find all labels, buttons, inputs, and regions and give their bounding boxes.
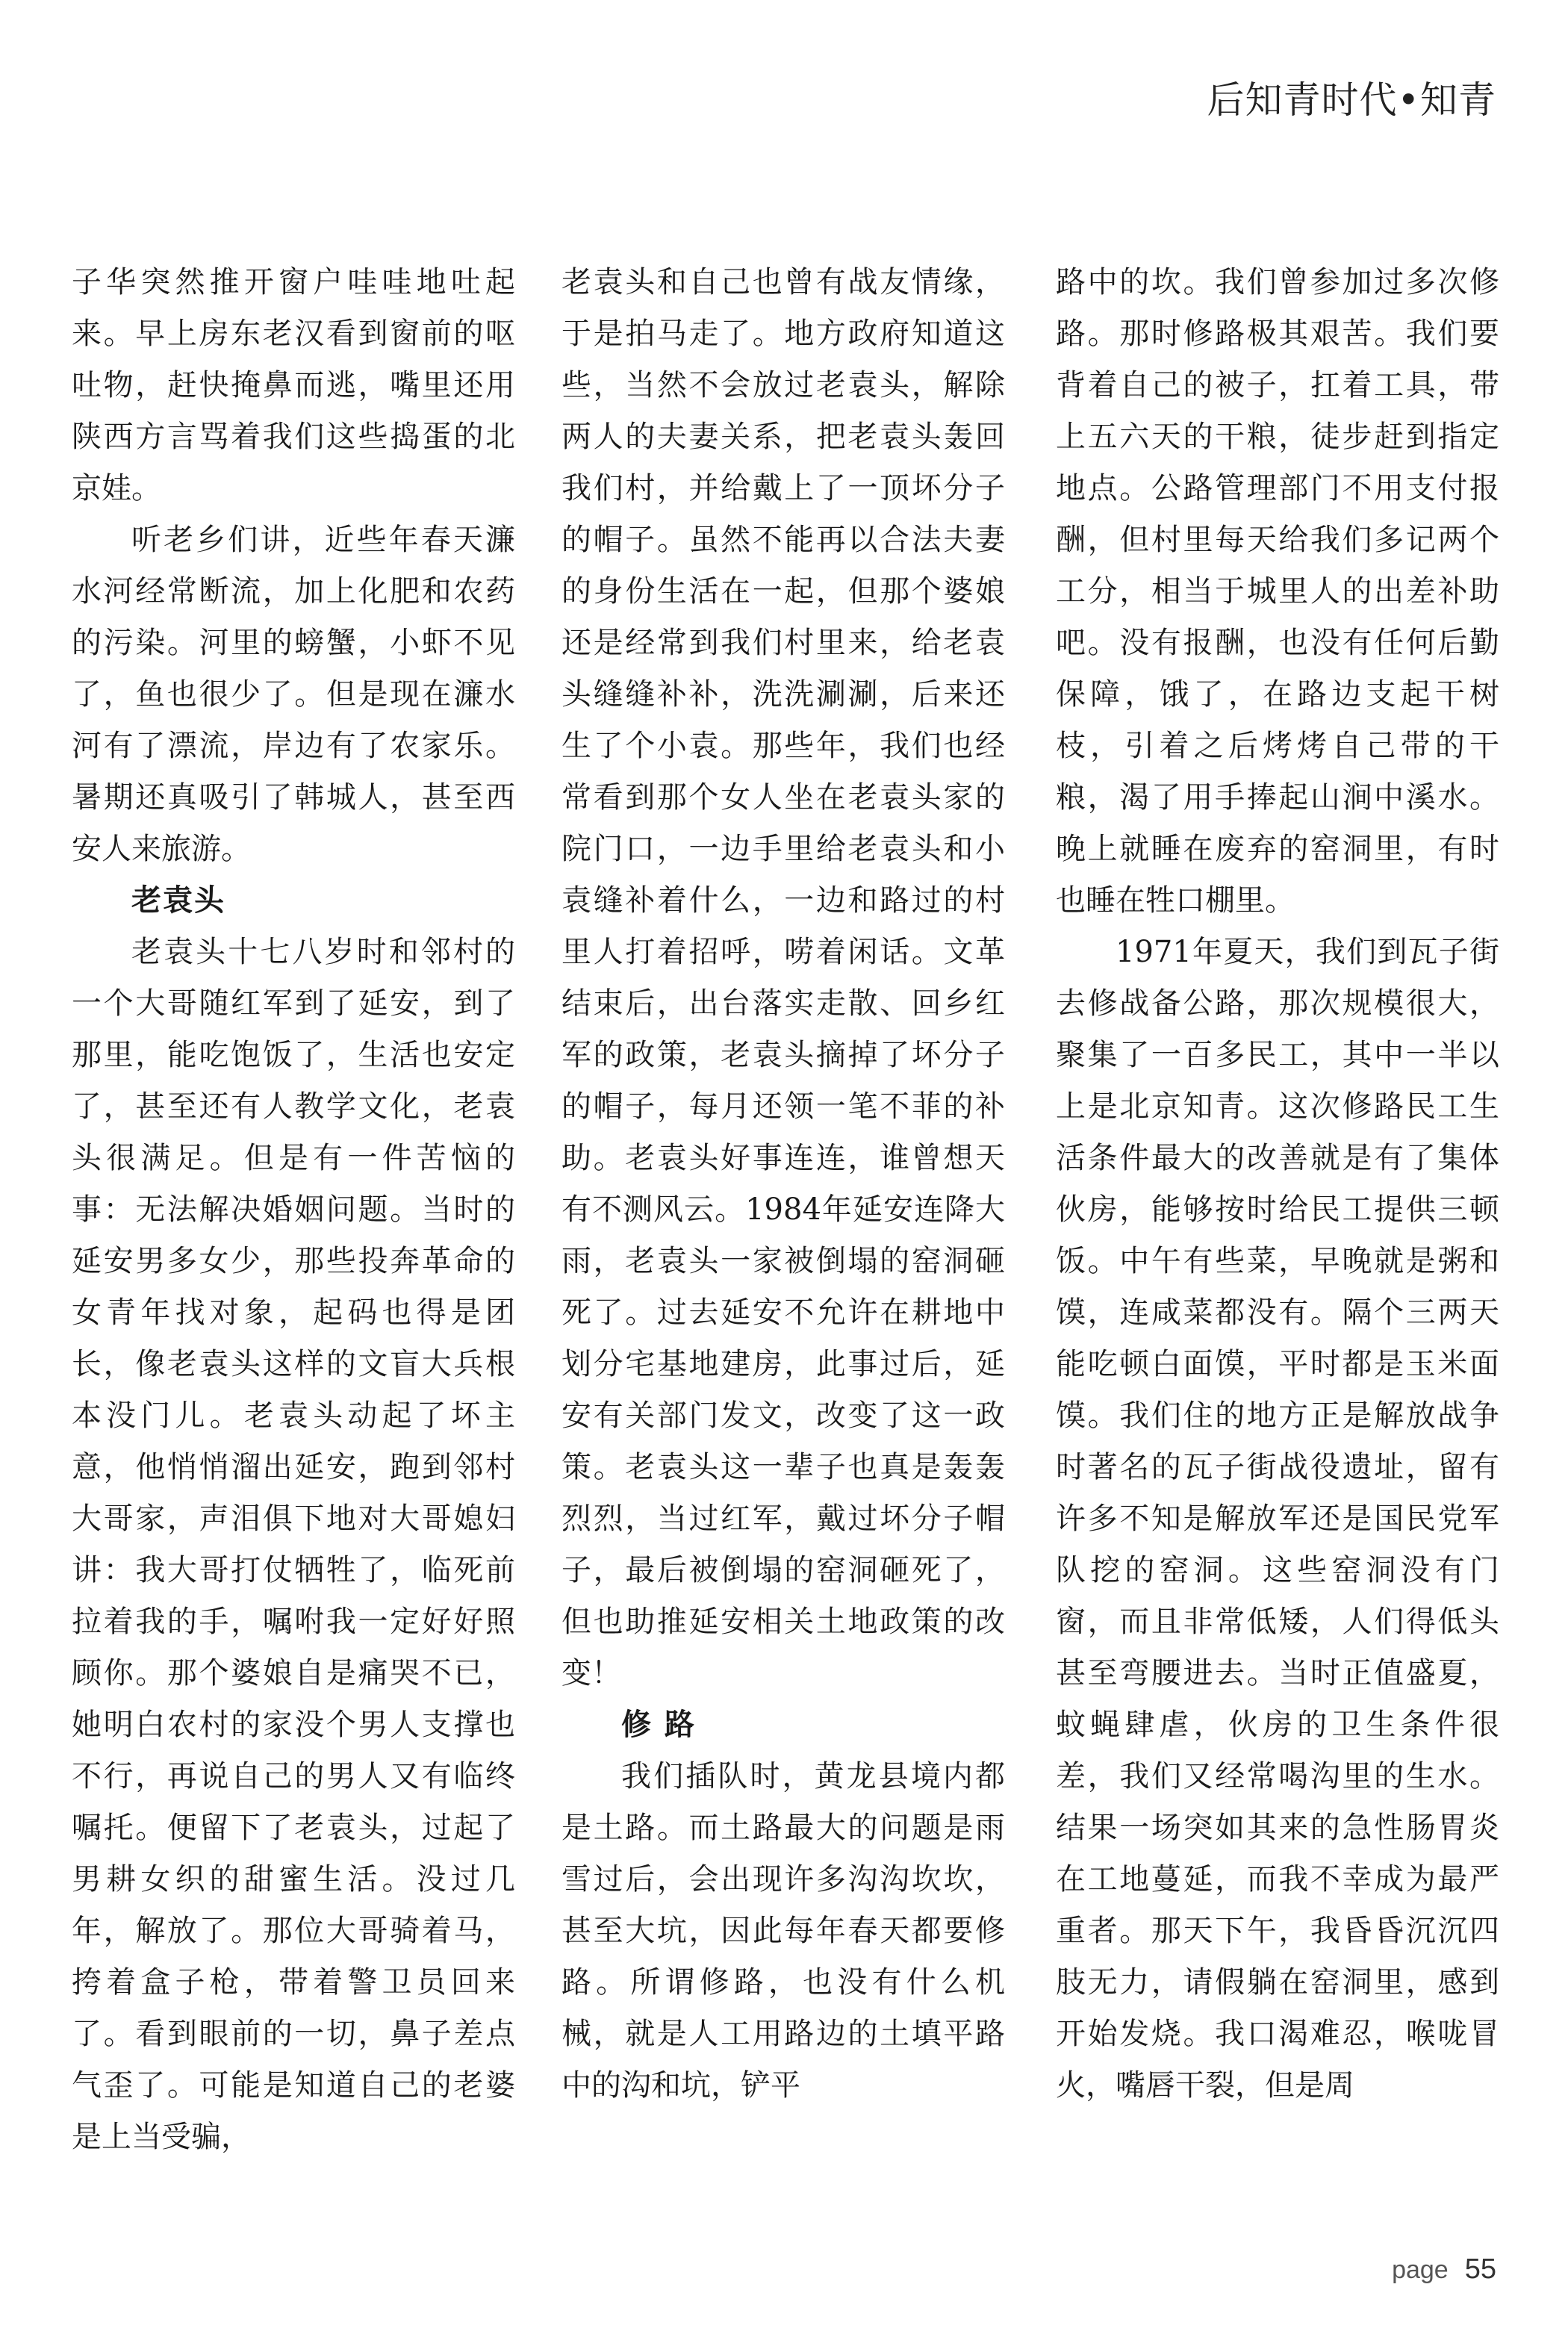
paragraph: 路中的坎。我们曾参加过多次修路。那时修路极其艰苦。我们要背着自己的被子，扛着工具，带上五六天的干粮，徒步赶到指定地点。公路管理部门不用支付报酬，但村里每天给我们多记两个工分，相当于城里人的出差补助吧。没有报酬，也没有任何后勤保障，饿了，在路边支起干树枝，引着之后烤烤自己带的干粮，渴了用手捧起山涧中溪水。晚上就睡在废弃的窑洞里，有时也睡在牲口棚里。 [1056,265,1499,918]
text-column-1 [72,257,515,2206]
section-heading-lao-yuan-tou: 老袁头 [131,883,225,918]
paragraph: 听老乡们讲，近些年春天濂水河经常断流，加上化肥和农药的污染。河里的螃蟹，小虾不见了，鱼也很少了。但是现在濂水河有了漂流，岸边有了农家乐。暑期还真吸引了韩城人，甚至西安人来旅游。 [72,523,515,866]
paragraph: 老袁头和自己也曾有战友情缘，于是拍马走了。地方政府知道这些，当然不会放过老袁头，解除两人的夫妻关系，把老袁头轰回我们村，并给戴上了一顶坏分子的帽子。虽然不能再以合法夫妻的身份生活在一起，但那个婆娘还是经常到我们村里来，给老袁头缝缝补补，洗洗涮涮，后来还生了个小袁。那些年，我们也经常看到那个女人坐在老袁头家的院门口，一边手里给老袁头和小袁缝补着什么，一边和路过的村里人打着招呼，唠着闲话。文革结束后，出台落实走散、回乡红军的政策，老袁头摘掉了坏分子的帽子，每月还领一笔不菲的补助。老袁头好事连连，谁曾想天有不测风云。1984年延安连降大雨，老袁头一家被倒塌的窑洞砸死了。过去延安不允许在耕地中划分宅基地建房，此事过后，延安有关部门发文，改变了这一政策。老袁头这一辈子也真是轰轰烈烈，当过红军，戴过坏分子帽子，最后被倒塌的窑洞砸死了，但也助推延安相关土地政策的改变！ [561,265,1005,1690]
paragraph: 子华突然推开窗户哇哇地吐起来。早上房东老汉看到窗前的呕吐物，赶快掩鼻而逃，嘴里还用陕西方言骂着我们这些捣蛋的北京娃。 [72,265,515,505]
text-column-3 [1056,257,1499,2206]
paragraph: 老袁头十七八岁时和邻村的一个大哥随红军到了延安，到了那里，能吃饱饭了，生活也安定了，甚至还有人教学文化，老袁头很满足。但是有一件苦恼的事：无法解决婚姻问题。当时的延安男多女少，那些投奔革命的女青年找对象，起码也得是团长，像老袁头这样的文盲大兵根本没门儿。老袁头动起了坏主意，他悄悄溜出延安，跑到邻村大哥家，声泪俱下地对大哥媳妇讲：我大哥打仗牺牲了，临死前拉着我的手，嘱咐我一定好好照顾你。那个婆娘自是痛哭不已，她明白农村的家没个男人支撑也不行，再说自己的男人又有临终嘱托。便留下了老袁头，过起了男耕女织的甜蜜生活。没过几年，解放了。那位大哥骑着马，挎着盒子枪，带着警卫员回来了。看到眼前的一切，鼻子差点气歪了。可能是知道自己的老婆是上当受骗， [72,935,515,2154]
text-column-2 [561,257,1005,2206]
paragraph: 我们插队时，黄龙县境内都是土路。而土路最大的问题是雨雪过后，会出现许多沟沟坎坎，甚至大坑，因此每年春天都要修路。所谓修路，也没有什么机械，就是人工用路边的土填平路中的沟和坑，铲平 [561,1759,1005,2103]
page-label: page [1392,2256,1449,2284]
paragraph: 1971年夏天，我们到瓦子街去修战备公路，那次规模很大，聚集了一百多民工，其中一半以上是北京知青。这次修路民工生活条件最大的改善就是有了集体伙房，能够按时给民工提供三顿饭。中午有些菜，早晚就是粥和馍，连咸菜都没有。隔个三两天能吃顿白面馍，平时都是玉米面馍。我们住的地方正是解放战争时著名的瓦子街战役遗址，留有许多不知是解放军还是国民党军队挖的窑洞。这些窑洞没有门窗，而且非常低矮，人们得低头甚至弯腰进去。当时正值盛夏，蚊蝇肆虐，伙房的卫生条件很差，我们又经常喝沟里的生水。结果一场突如其来的急性肠胃炎在工地蔓延，而我不幸成为最严重者。那天下午，我昏昏沉沉四肢无力，请假躺在窑洞里，感到开始发烧。我口渴难忍，喉咙冒火，嘴唇干裂，但是周 [1056,935,1499,2103]
section-heading-xiu-lu: 修 路 [621,1708,696,1742]
page-footer [1392,2253,1496,2286]
section-header: 后知青时代•知青 [1207,78,1496,122]
page-number: 55 [1464,2253,1496,2285]
article-columns [72,257,1501,2206]
